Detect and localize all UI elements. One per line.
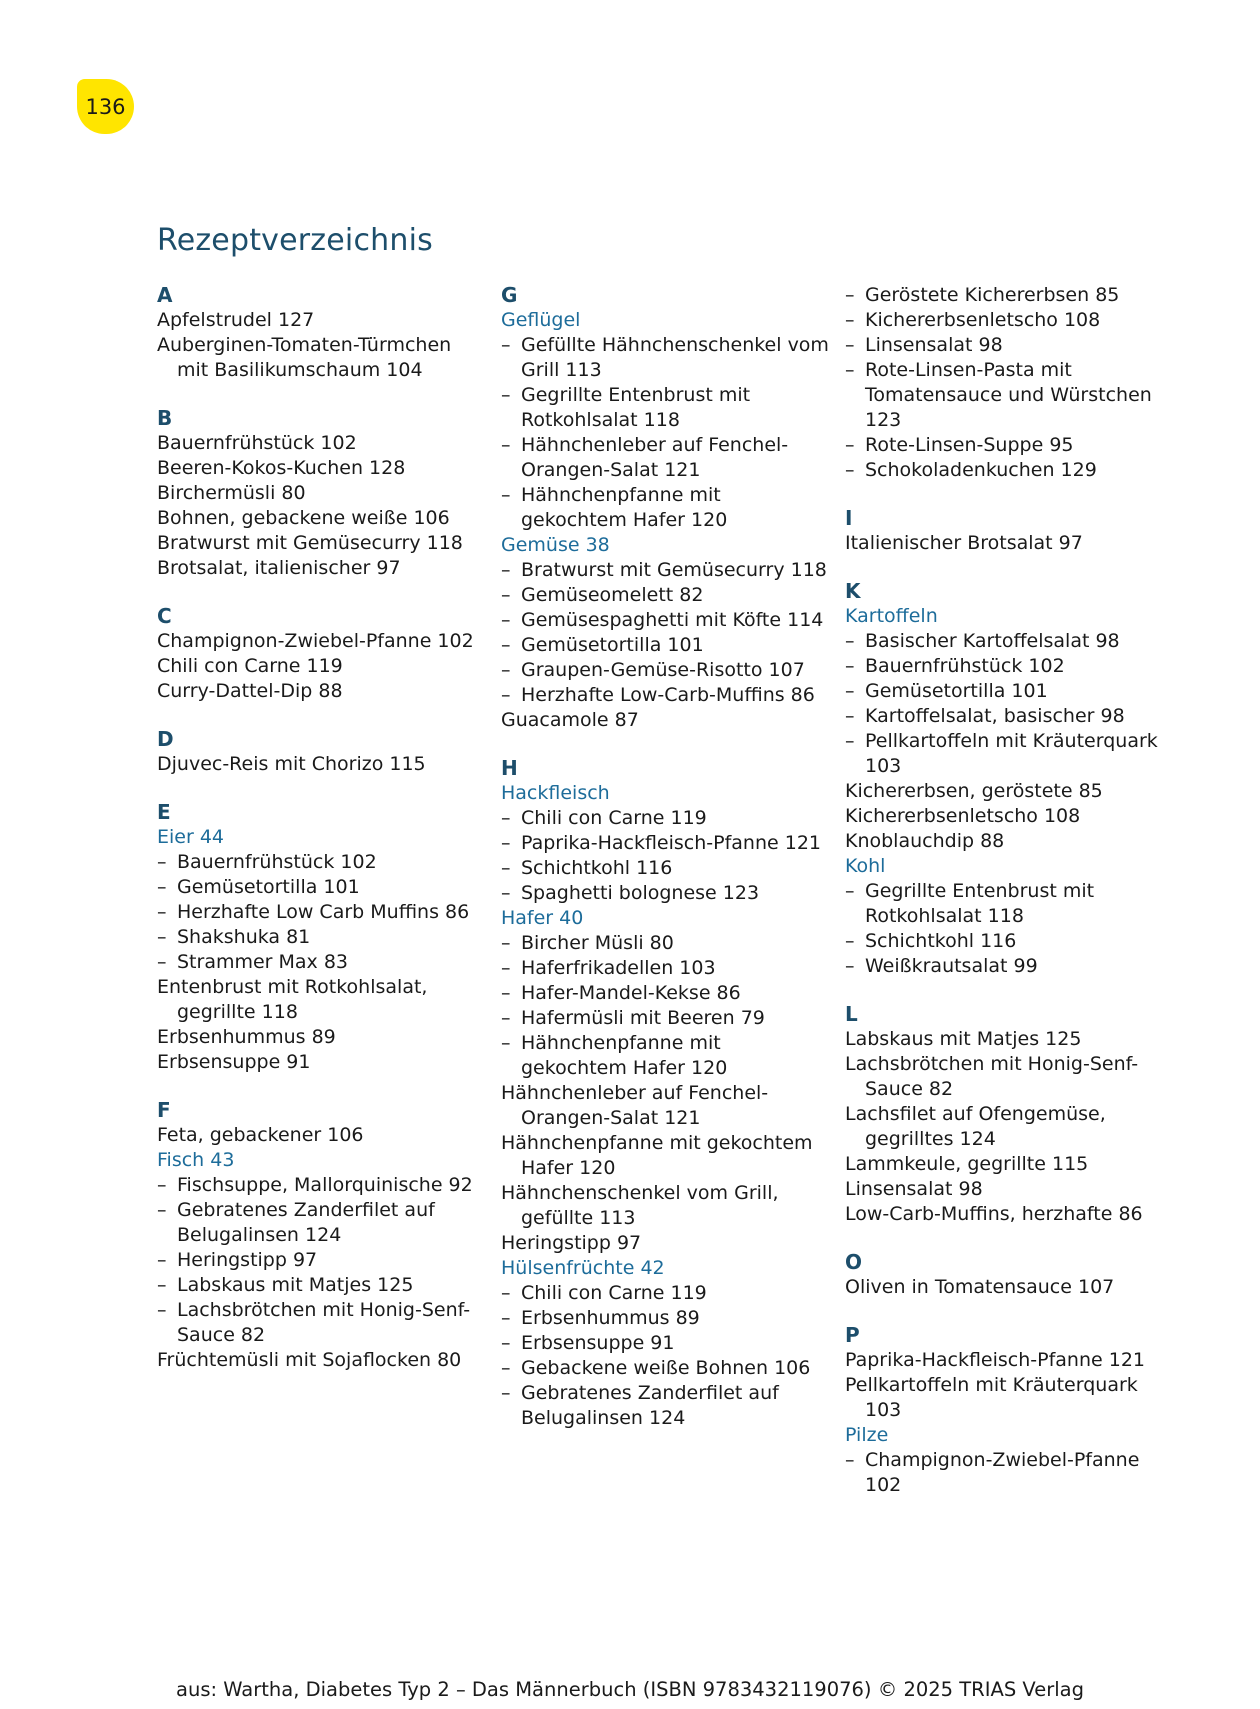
subentry-text: Strammer Max 83	[177, 951, 349, 973]
subentry-text: Gemüsetortilla 101	[521, 634, 704, 656]
index-subentry	[845, 283, 1175, 308]
index-section	[845, 283, 1175, 483]
subentry-dash: –	[845, 880, 855, 902]
index-entry: Italienischer Brotsalat 97	[845, 532, 1083, 554]
index-entry: Champignon-Zwiebel-Pfanne 102	[157, 630, 474, 652]
section-letter: O	[845, 1250, 863, 1274]
section-letter: H	[501, 756, 518, 780]
section-letter: P	[845, 1323, 860, 1347]
index-subentry	[845, 629, 1175, 654]
section-letter: I	[845, 506, 853, 530]
index-subentry	[501, 881, 831, 906]
index-entry: Guacamole 87	[501, 709, 639, 731]
index-section	[157, 406, 487, 581]
subentry-text: Herzhafte Low-Carb-Muffins 86	[521, 684, 815, 706]
subentry-dash: –	[845, 359, 855, 381]
index-subentry	[501, 1306, 831, 1331]
subentry-dash: –	[157, 926, 167, 948]
index-entry: Curry-Dattel-Dip 88	[157, 680, 343, 702]
subentry-dash: –	[845, 459, 855, 481]
index-entry: Brotsalat, italienischer 97	[157, 557, 401, 579]
subentry-text: Gemüsetortilla 101	[865, 680, 1048, 702]
index-section	[845, 1002, 1175, 1227]
subentry-dash: –	[501, 334, 511, 356]
index-subentry	[845, 729, 1175, 779]
subentry-dash: –	[157, 876, 167, 898]
index-entry: Beeren-Kokos-Kuchen 128	[157, 457, 406, 479]
index-subentry	[501, 1356, 831, 1381]
index-subentry	[157, 1173, 487, 1198]
index-entry: Djuvec-Reis mit Chorizo 115	[157, 753, 426, 775]
index-entry: Kichererbsenletscho 108	[845, 805, 1081, 827]
index-column-3	[845, 283, 1175, 1498]
index-subentry	[501, 856, 831, 881]
index-subentry	[501, 1006, 831, 1031]
subentry-dash: –	[157, 1274, 167, 1296]
subentry-dash: –	[845, 930, 855, 952]
index-section	[157, 283, 487, 383]
index-group-heading: Gemüse 38	[501, 534, 610, 556]
index-subentry	[501, 608, 831, 633]
index-subentry	[845, 358, 1175, 433]
subentry-dash: –	[501, 484, 511, 506]
index-subentry	[157, 950, 487, 975]
subentry-dash: –	[845, 655, 855, 677]
subentry-text: Bauernfrühstück 102	[177, 851, 377, 873]
subentry-dash: –	[845, 284, 855, 306]
index-subentry	[157, 1198, 487, 1248]
index-subentry	[501, 383, 831, 433]
index-entry: Bauernfrühstück 102	[157, 432, 357, 454]
subentry-text: Rote-Linsen-Suppe 95	[865, 434, 1074, 456]
subentry-text: Gemüsetortilla 101	[177, 876, 360, 898]
subentry-dash: –	[157, 901, 167, 923]
subentry-text: Gegrillte Entenbrust mit Rotkohlsalat 118	[521, 384, 751, 431]
subentry-text: Champignon-Zwiebel-Pfanne 102	[865, 1449, 1140, 1496]
subentry-text: Pellkartoffeln mit Kräuterquark 103	[865, 730, 1158, 777]
index-subentry	[501, 633, 831, 658]
subentry-text: Hähnchenpfanne mit gekochtem Hafer 120	[521, 484, 728, 531]
subentry-text: Labskaus mit Matjes 125	[177, 1274, 414, 1296]
subentry-dash: –	[157, 951, 167, 973]
subentry-text: Basischer Kartoffelsalat 98	[865, 630, 1120, 652]
subentry-text: Weißkrautsalat 99	[865, 955, 1038, 977]
subentry-dash: –	[501, 1332, 511, 1354]
subentry-text: Haferfrikadellen 103	[521, 957, 716, 979]
section-letter: E	[157, 800, 171, 824]
index-subentry	[501, 1031, 831, 1081]
subentry-dash: –	[501, 609, 511, 631]
index-subentry	[501, 483, 831, 533]
subentry-dash: –	[501, 932, 511, 954]
section-letter: C	[157, 604, 172, 628]
index-entry: Knoblauchdip 88	[845, 830, 1005, 852]
index-subentry	[845, 929, 1175, 954]
index-section	[845, 579, 1175, 979]
subentry-dash: –	[501, 982, 511, 1004]
index-subentry	[501, 583, 831, 608]
subentry-dash: –	[157, 1199, 167, 1221]
subentry-dash: –	[501, 857, 511, 879]
index-entry: Feta, gebackener 106	[157, 1124, 364, 1146]
subentry-dash: –	[501, 1007, 511, 1029]
index-subentry	[845, 458, 1175, 483]
section-letter: K	[845, 579, 861, 603]
index-section	[501, 756, 831, 1431]
index-subentry	[157, 1273, 487, 1298]
index-entry: Hähnchenleber auf Fenchel-Orangen-Salat 121	[501, 1082, 769, 1129]
index-entry: Bohnen, gebackene weiße 106	[157, 507, 450, 529]
index-entry: Apfelstrudel 127	[157, 309, 315, 331]
index-subentry	[501, 831, 831, 856]
index-section	[501, 283, 831, 733]
index-entry: Kichererbsen, geröstete 85	[845, 780, 1103, 802]
subentry-dash: –	[501, 684, 511, 706]
subentry-text: Chili con Carne 119	[521, 807, 707, 829]
subentry-dash: –	[501, 634, 511, 656]
index-subentry	[845, 1448, 1175, 1498]
index-entry: Pellkartoffeln mit Kräuterquark 103	[845, 1374, 1138, 1421]
index-subentry	[501, 956, 831, 981]
subentry-dash: –	[501, 1307, 511, 1329]
subentry-text: Geröstete Kichererbsen 85	[865, 284, 1120, 306]
index-entry: Erbsenhummus 89	[157, 1026, 336, 1048]
index-group-heading: Hülsenfrüchte 42	[501, 1257, 665, 1279]
index-subentry	[501, 658, 831, 683]
subentry-text: Chili con Carne 119	[521, 1282, 707, 1304]
index-entry: Hähnchenschenkel vom Grill, gefüllte 113	[501, 1182, 779, 1229]
subentry-text: Bratwurst mit Gemüsecurry 118	[521, 559, 827, 581]
index-section	[157, 727, 487, 777]
index-entry: Hähnchenpfanne mit gekochtem Hafer 120	[501, 1132, 813, 1179]
index-entry: Auberginen-Tomaten-Türmchen mit Basilikumschaum 104	[157, 334, 452, 381]
section-letter: G	[501, 283, 518, 307]
index-subentry	[845, 954, 1175, 979]
subentry-text: Schokoladenkuchen 129	[865, 459, 1097, 481]
subentry-dash: –	[501, 1357, 511, 1379]
index-subentry	[157, 925, 487, 950]
index-subentry	[501, 931, 831, 956]
index-column-1	[157, 283, 487, 1373]
subentry-text: Hähnchenpfanne mit gekochtem Hafer 120	[521, 1032, 728, 1079]
subentry-dash: –	[501, 559, 511, 581]
index-subentry	[845, 433, 1175, 458]
subentry-dash: –	[501, 1382, 511, 1404]
subentry-dash: –	[501, 384, 511, 406]
index-subentry	[157, 1298, 487, 1348]
index-entry: Birchermüsli 80	[157, 482, 306, 504]
index-section	[157, 604, 487, 704]
subentry-text: Gebackene weiße Bohnen 106	[521, 1357, 811, 1379]
subentry-text: Shakshuka 81	[177, 926, 311, 948]
subentry-dash: –	[501, 1032, 511, 1054]
index-subentry	[157, 850, 487, 875]
subentry-text: Bauernfrühstück 102	[865, 655, 1065, 677]
subentry-text: Spaghetti bolognese 123	[521, 882, 760, 904]
index-entry: Low-Carb-Muffins, herzhafte 86	[845, 1203, 1143, 1225]
index-section	[845, 506, 1175, 556]
index-section	[157, 1098, 487, 1373]
subentry-text: Gebratenes Zanderfilet auf Belugalinsen 124	[177, 1199, 435, 1246]
subentry-dash: –	[845, 705, 855, 727]
subentry-text: Rote-Linsen-Pasta mit Tomatensauce und Würstchen 123	[865, 359, 1152, 431]
subentry-text: Paprika-Hackfleisch-Pfanne 121	[521, 832, 821, 854]
subentry-dash: –	[845, 309, 855, 331]
subentry-dash: –	[845, 680, 855, 702]
index-subentry	[157, 875, 487, 900]
index-group-heading: Pilze	[845, 1424, 889, 1446]
index-subentry	[845, 308, 1175, 333]
subentry-dash: –	[501, 1282, 511, 1304]
index-subentry	[501, 1331, 831, 1356]
subentry-text: Kichererbsenletscho 108	[865, 309, 1101, 331]
subentry-dash: –	[845, 1449, 855, 1471]
subentry-text: Fischsuppe, Mallorquinische 92	[177, 1174, 473, 1196]
subentry-dash: –	[157, 1174, 167, 1196]
page-number-badge	[77, 79, 134, 134]
index-entry: Lammkeule, gegrillte 115	[845, 1153, 1089, 1175]
section-letter: D	[157, 727, 174, 751]
index-section	[845, 1323, 1175, 1498]
subentry-text: Erbsensuppe 91	[521, 1332, 675, 1354]
index-entry: Erbsensuppe 91	[157, 1051, 311, 1073]
section-letter: B	[157, 406, 173, 430]
index-subentry	[157, 1248, 487, 1273]
index-subentry	[157, 900, 487, 925]
subentry-text: Gemüseomelett 82	[521, 584, 704, 606]
subentry-text: Bircher Müsli 80	[521, 932, 674, 954]
index-subentry	[501, 433, 831, 483]
index-entry: Heringstipp 97	[501, 1232, 642, 1254]
subentry-dash: –	[845, 434, 855, 456]
subentry-text: Graupen-Gemüse-Risotto 107	[521, 659, 805, 681]
index-subentry	[501, 1381, 831, 1431]
index-subentry	[501, 1281, 831, 1306]
subentry-text: Schichtkohl 116	[865, 930, 1017, 952]
subentry-text: Hafermüsli mit Beeren 79	[521, 1007, 765, 1029]
subentry-dash: –	[845, 730, 855, 752]
subentry-text: Gemüsespaghetti mit Köfte 114	[521, 609, 824, 631]
page-title: Rezeptverzeichnis	[157, 223, 433, 258]
copyright-footer: aus: Wartha, Diabetes Typ 2 – Das Männerbuch (ISBN 9783432119076) © 2025 TRIAS Verlag	[176, 1678, 1084, 1701]
index-entry: Lachsfilet auf Ofengemüse, gegrilltes 124	[845, 1103, 1106, 1150]
index-section	[845, 1250, 1175, 1300]
subentry-dash: –	[501, 659, 511, 681]
subentry-dash: –	[157, 1249, 167, 1271]
section-letter: F	[157, 1098, 171, 1122]
subentry-text: Hafer-Mandel-Kekse 86	[521, 982, 741, 1004]
index-group-heading: Kohl	[845, 855, 886, 877]
index-group-heading: Hackfleisch	[501, 782, 610, 804]
index-entry: Labskaus mit Matjes 125	[845, 1028, 1082, 1050]
subentry-dash: –	[845, 334, 855, 356]
subentry-text: Herzhafte Low Carb Muffins 86	[177, 901, 470, 923]
index-entry: Bratwurst mit Gemüsecurry 118	[157, 532, 463, 554]
index-entry: Entenbrust mit Rotkohlsalat, gegrillte 118	[157, 976, 428, 1023]
index-section	[157, 800, 487, 1075]
index-entry: Oliven in Tomatensauce 107	[845, 1276, 1115, 1298]
subentry-dash: –	[501, 807, 511, 829]
subentry-dash: –	[845, 955, 855, 977]
index-group-heading: Hafer 40	[501, 907, 584, 929]
index-group-heading: Kartoffeln	[845, 605, 938, 627]
subentry-text: Gefüllte Hähnchenschenkel vom Grill 113	[521, 334, 829, 381]
subentry-text: Schichtkohl 116	[521, 857, 673, 879]
index-column-2	[501, 283, 831, 1431]
index-subentry	[845, 704, 1175, 729]
index-entry: Linsensalat 98	[845, 1178, 983, 1200]
section-letter: L	[845, 1002, 858, 1026]
page-number: 136	[85, 94, 126, 119]
index-subentry	[845, 333, 1175, 358]
subentry-text: Gebratenes Zanderfilet auf Belugalinsen 124	[521, 1382, 779, 1429]
section-letter: A	[157, 283, 173, 307]
subentry-text: Linsensalat 98	[865, 334, 1003, 356]
index-subentry	[845, 879, 1175, 929]
index-group-heading: Eier 44	[157, 826, 225, 848]
subentry-text: Heringstipp 97	[177, 1249, 318, 1271]
subentry-text: Gegrillte Entenbrust mit Rotkohlsalat 118	[865, 880, 1095, 927]
subentry-dash: –	[157, 1299, 167, 1321]
subentry-dash: –	[501, 434, 511, 456]
subentry-text: Lachsbrötchen mit Honig-Senf-Sauce 82	[177, 1299, 471, 1346]
subentry-dash: –	[501, 957, 511, 979]
index-subentry	[501, 806, 831, 831]
index-subentry	[501, 558, 831, 583]
subentry-dash: –	[501, 584, 511, 606]
subentry-text: Kartoffelsalat, basischer 98	[865, 705, 1125, 727]
index-entry: Chili con Carne 119	[157, 655, 343, 677]
subentry-dash: –	[501, 832, 511, 854]
subentry-text: Erbsenhummus 89	[521, 1307, 700, 1329]
index-entry: Paprika-Hackfleisch-Pfanne 121	[845, 1349, 1145, 1371]
index-subentry	[501, 683, 831, 708]
index-subentry	[501, 981, 831, 1006]
index-subentry	[501, 333, 831, 383]
index-entry: Lachsbrötchen mit Honig-Senf-Sauce 82	[845, 1053, 1139, 1100]
subentry-text: Hähnchenleber auf Fenchel-Orangen-Salat 121	[521, 434, 789, 481]
subentry-dash: –	[501, 882, 511, 904]
index-entry: Früchtemüsli mit Sojaflocken 80	[157, 1349, 462, 1371]
subentry-dash: –	[845, 630, 855, 652]
index-subentry	[845, 679, 1175, 704]
index-subentry	[845, 654, 1175, 679]
subentry-dash: –	[157, 851, 167, 873]
index-group-heading: Fisch 43	[157, 1149, 235, 1171]
index-group-heading: Geflügel	[501, 309, 581, 331]
